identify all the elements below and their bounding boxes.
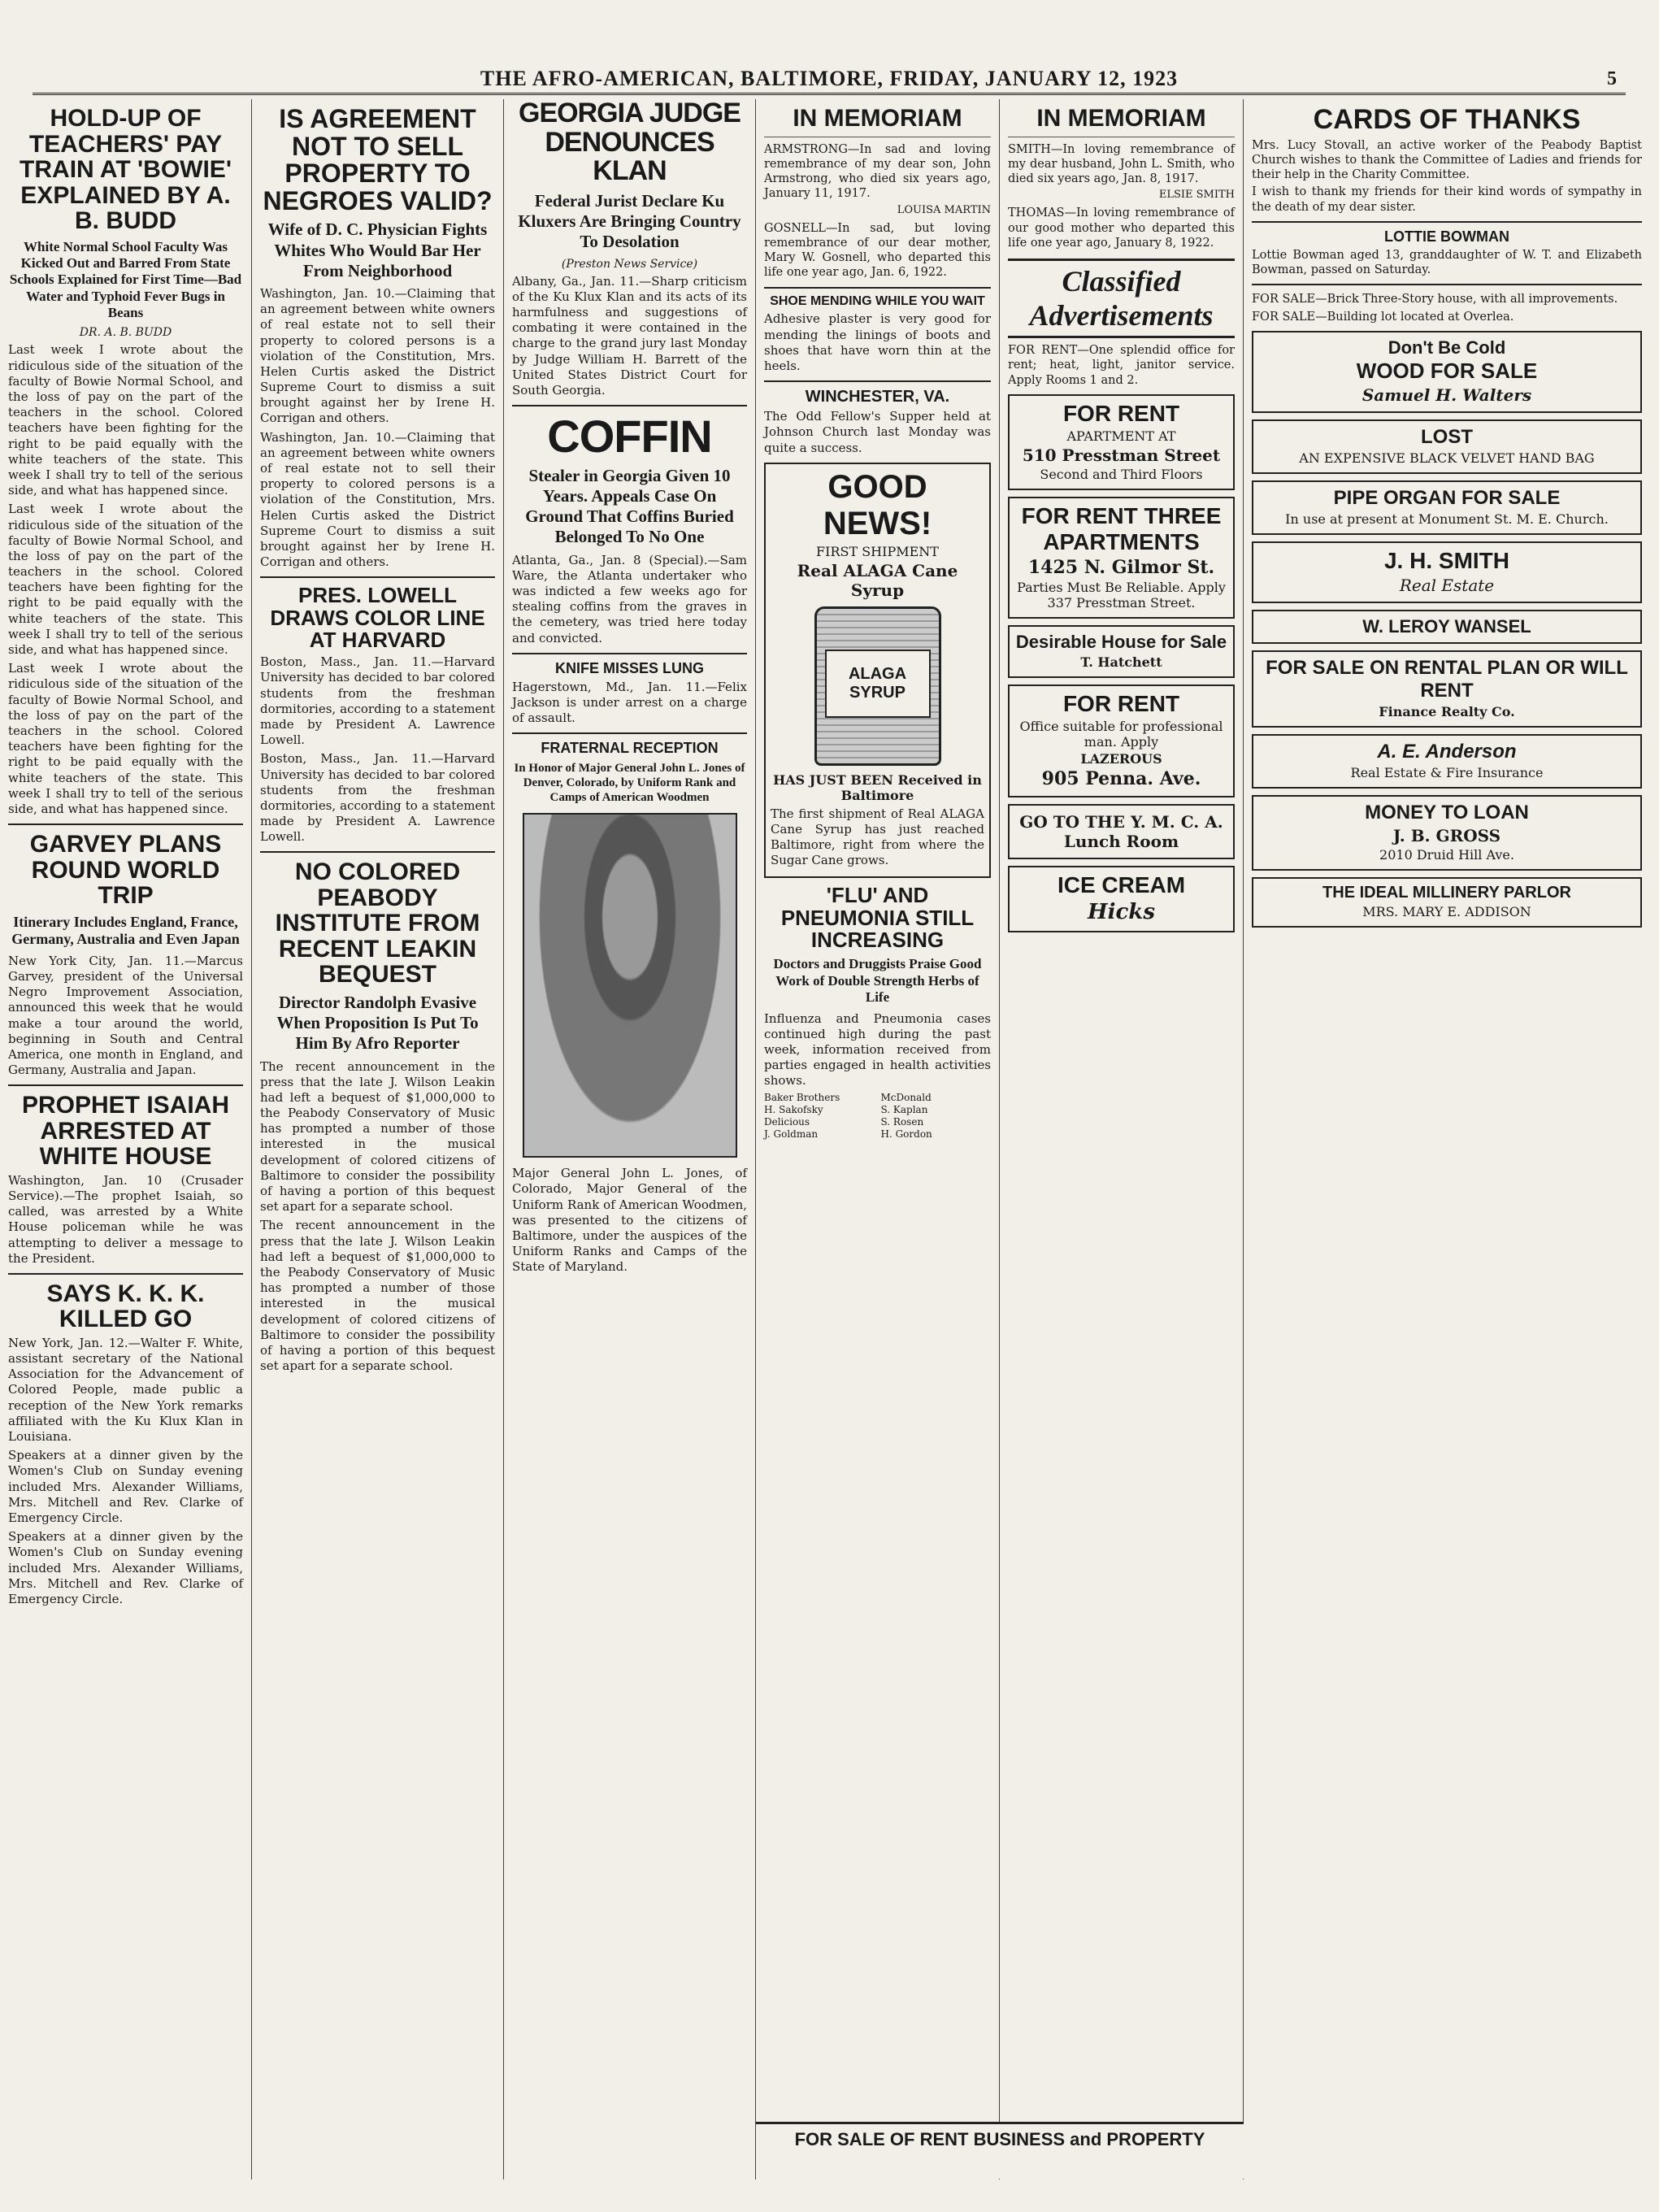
goodnews-body: The first shipment of Real ALAGA Cane Syrup has just reached Baltimore, right from where the Sugar Cane grows. [771, 806, 984, 868]
goodnews-footer: HAS JUST BEEN Received in Baltimore [773, 771, 982, 803]
budd-byline: DR. A. B. BUDD [79, 326, 172, 340]
column-1 [0, 99, 252, 2179]
budd-headline: HOLD-UP OF TEACHERS' PAY TRAIN AT 'BOWIE' EXPLAINED BY A. B. BUDD [20, 105, 232, 234]
budd-body-cont-2: Last week I wrote about the ridiculous side of the situation of the faculty of Bowie Normal School, and the loss of pay on the part of the teachers in the school. Colored teachers have been fighting for the right to be paid equally with the white teachers of the state. This week I shall try to tell of the serious side, and what has happened since. [8, 661, 243, 816]
ymca-ad [1008, 804, 1235, 859]
icecream-title: ICE CREAM [1057, 871, 1186, 897]
finance-realty: Finance Realty Co. [1379, 703, 1515, 719]
klan-body: Albany, Ga., Jan. 11.—Sharp criticism of the Ku Klux Klan and its acts of its harmfulness and suggestions of combating it were contained in the charge to the grand jury last Monday by Judge William H. Barrett of the United States District Court for South Georgia. [512, 273, 747, 398]
gross-name: J. B. GROSS [1392, 825, 1501, 845]
garvey-headline: GARVEY PLANS ROUND WORLD TRIP [29, 831, 222, 910]
merchant-list: Baker Brothers H. Sakofsky Delicious J. Goldman McDonald S. Kaplan S. Rosen H. Gordon [764, 1092, 932, 1141]
column-6 [1244, 99, 1650, 2179]
lost-title: LOST [1421, 425, 1473, 448]
office-body: Office suitable for professional man. Apply [1019, 718, 1223, 750]
business-sale-banner [756, 2122, 1244, 2179]
cards-body: Mrs. Lucy Stovall, an active worker of the Peabody Baptist Church wishes to thank the Committee of Ladies and friends for their help in the Charity Committee. [1252, 138, 1642, 182]
cards-title: CARDS OF THANKS [1313, 104, 1581, 135]
coffin-deck: Stealer in Georgia Given 10 Years. Appeals Case On Ground That Coffins Buried Belonged To No One [525, 465, 734, 547]
goodnews-product: Real ALAGA Cane Syrup [797, 560, 958, 600]
anderson-ad [1252, 734, 1642, 789]
cards-body-2: I wish to thank my friends for their kind words of sympathy in the death of my dear sister. [1252, 185, 1642, 214]
forsale-notice-1: FOR SALE—Brick Three-Story house, with all improvements. [1252, 293, 1618, 306]
wansel-ad [1252, 610, 1642, 644]
garvey-deck: Itinerary Includes England, France, Germany, Australia and Even Japan [11, 913, 240, 948]
fraternal-deck: In Honor of Major General John L. Jones of Denver, Colorado, by Uniform Rank and Camps of American Woodmen [514, 762, 745, 805]
icecream-owner: Hicks [1088, 899, 1155, 924]
rental-title: FOR SALE ON RENTAL PLAN OR WILL RENT [1266, 656, 1628, 702]
memoriam-author-3: ELSIE SMITH [1158, 189, 1235, 202]
presstman-line-1: APARTMENT AT [1066, 428, 1176, 444]
portrait-photo [523, 813, 737, 1158]
fraternal-headline: FRATERNAL RECEPTION [541, 740, 719, 757]
goodnews-sub: FIRST SHIPMENT [816, 543, 939, 559]
wansel-title: W. LEROY WANSEL [1362, 615, 1531, 637]
agreement-deck: Wife of D. C. Physician Fights Whites Who Would Bar Her From Neighborhood [267, 219, 488, 280]
isaiah-headline: PROPHET ISAIAH ARRESTED AT WHITE HOUSE [21, 1092, 230, 1171]
garvey-body: New York City, Jan. 11.—Marcus Garvey, president of the Universal Negro Improvement Association, announced this week that he would make a tour around the world, beginning in South and Central America, one month in England, and Germany, Australia and Japan. [8, 953, 243, 1078]
presstman-ad [1008, 394, 1235, 490]
flu-deck: Doctors and Druggists Praise Good Work of Double Strength Herbs of Life [773, 956, 982, 1006]
klan-byline: (Preston News Service) [561, 257, 698, 271]
forrent-notice-1: FOR RENT—One splendid office for rent; heat, light, janitor service. Apply Rooms 1 and 2. [1008, 344, 1235, 387]
smith-title: J. H. SMITH [1383, 547, 1509, 573]
gilmor-note: Parties Must Be Reliable. Apply 337 Presstman Street. [1017, 579, 1226, 611]
winchester-headline: WINCHESTER, VA. [805, 388, 950, 406]
column-4 [756, 99, 1000, 2179]
office-title: FOR RENT [1062, 690, 1180, 716]
smith-ad [1252, 541, 1642, 603]
winchester-body: The Odd Fellow's Supper held at Johnson Church last Monday was quite a success. [764, 409, 991, 455]
desirable-ad [1008, 625, 1235, 678]
column-2 [252, 99, 504, 2179]
masthead-title: THE AFRO-AMERICAN, BALTIMORE, FRIDAY, JANUARY 12, 1923 [480, 67, 1179, 90]
money-title: MONEY TO LOAN [1365, 801, 1529, 824]
presstman-line-2: 510 Presstman Street [1022, 445, 1221, 465]
organ-ad [1252, 480, 1642, 535]
coffin-headline: COFFIN [547, 411, 712, 463]
column-3 [504, 99, 756, 2179]
peabody-deck: Director Randolph Evasive When Proposition Is Put To Him By Afro Reporter [276, 992, 479, 1054]
memoriam-title-2: IN MEMORIAM [1036, 105, 1206, 132]
bowman-title: LOTTIE BOWMAN [1384, 228, 1509, 246]
anderson-body: Real Estate & Fire Insurance [1350, 764, 1544, 780]
gilmor-address: 1425 N. Gilmor St. [1027, 556, 1215, 578]
masthead [33, 65, 1626, 95]
agreement-body-cont: Washington, Jan. 10.—Claiming that an agreement between white owners of real estate not to sell their property to colored persons is a violation of the Constitution, Mrs. Helen Curtis asked the District Supreme Court to dismiss a suit brought against her by Irene H. Corrigan and others. [260, 429, 495, 570]
presstman-line-3: Second and Third Floors [1040, 466, 1203, 482]
gross-address: 2010 Druid Hill Ave. [1379, 846, 1514, 863]
forsale-notice-2: FOR SALE—Building lot located at Overlea. [1252, 310, 1514, 324]
peabody-body-cont: The recent announcement in the press that the late J. Wilson Leakin had left a bequest of $1,000,000 to the Peabody Conservatory of Music has prompted a number of those interested in the musical development of colored citizens of Baltimore to consider the possibility of having a portion of this bequest set apart for a separate school. [260, 1218, 495, 1374]
lowell-headline: PRES. LOWELL DRAWS COLOR LINE AT HARVARD [270, 583, 485, 652]
syrup-can-icon [814, 606, 941, 766]
column-5 [1000, 99, 1244, 2179]
memoriam-notice-1: ARMSTRONG—In sad and loving remembrance of my dear son, John Armstrong, who died six years ago, January 11, 1917. [764, 142, 991, 201]
wood-owner: Samuel H. Walters [1362, 385, 1532, 405]
classified-title: Classified Advertisements [1008, 259, 1235, 338]
shoe-headline: SHOE MENDING WHILE YOU WAIT [770, 293, 985, 308]
kkk-body: New York, Jan. 12.—Walter F. White, assistant secretary of the National Association for the Advancement of Colored People, made public a reception of the New York remarks affiliated with the Ku Klux Klan in Louisiana. [8, 1335, 243, 1445]
alaga-ad [764, 463, 991, 879]
lost-ad [1252, 419, 1642, 474]
isaiah-body: Washington, Jan. 10 (Crusader Service).—The prophet Isaiah, so called, was arrested by a White House policeman while he was attempting to deliver a message to the President. [8, 1172, 243, 1266]
lowell-body: Boston, Mass., Jan. 11.—Harvard University has decided to bar colored students from the freshman dormitories, according to a statement made by President A. Lawrence Lowell. [260, 654, 495, 748]
klan-deck: Federal Jurist Declare Ku Kluxers Are Bringing Country To Desolation [518, 191, 741, 252]
agreement-headline: IS AGREEMENT NOT TO SELL PROPERTY TO NEGROES VALID? [263, 104, 493, 215]
cold-title: Don't Be Cold [1388, 337, 1506, 358]
coffin-body: Atlanta, Ga., Jan. 8 (Special).—Sam Ware, the Atlanta undertaker who was indicted a few weeks ago for stealing coffins from the graves in the cemetery, was tried here today and convicted. [512, 552, 747, 645]
anderson-title: A. E. Anderson [1377, 740, 1517, 763]
millinery-ad [1252, 877, 1642, 928]
millinery-title: THE IDEAL MILLINERY PARLOR [1322, 883, 1571, 902]
kkk-headline: SAYS K. K. K. KILLED GO [46, 1280, 205, 1333]
wood-ad [1252, 331, 1642, 413]
flu-body: Influenza and Pneumonia cases continued high during the past week, information received from parties engaged in health activities shows. [764, 1010, 991, 1089]
desirable-owner: T. Hatchett [1080, 654, 1162, 670]
memoriam-title-1: IN MEMORIAM [793, 105, 962, 132]
budd-body: Last week I wrote about the ridiculous side of the situation of the faculty of Bowie Normal School, and the loss of pay on the part of the teachers in the school. Colored teachers have been fighting for the right to be paid equally with the white teachers of the state. This week I shall try to tell of the serious side, and what has happened since. [8, 342, 243, 498]
page-number: 5 [1607, 67, 1618, 89]
icecream-ad [1008, 866, 1235, 932]
memoriam-notice-4: THOMAS—In loving remembrance of our good mother who departed this life one year ago, January 8, 1922. [1008, 206, 1235, 250]
agreement-body: Washington, Jan. 10.—Claiming that an agreement between white owners of real estate not to sell their property to colored persons is a violation of the Constitution, Mrs. Helen Curtis asked the District Supreme Court to dismiss a suit brought against her by Irene H. Corrigan and others. [260, 285, 495, 426]
millinery-owner: MRS. MARY E. ADDISON [1362, 903, 1531, 919]
rental-ad [1252, 650, 1642, 728]
flu-headline: 'FLU' AND PNEUMONIA STILL INCREASING [780, 883, 975, 953]
memoriam-author-1: LOUISA MARTIN [897, 203, 991, 216]
church-body-cont: Speakers at a dinner given by the Women's Club on Sunday evening included Mrs. Alexander Williams, Mrs. Mitchell and Rev. Clarke of Emergency Circle. [8, 1529, 243, 1606]
lowell-body-cont: Boston, Mass., Jan. 11.—Harvard University has decided to bar colored students from the freshman dormitories, according to a statement made by President A. Lawrence Lowell. [260, 751, 495, 845]
organ-title: PIPE ORGAN FOR SALE [1333, 486, 1561, 509]
bowman-body: Lottie Bowman aged 13, granddaughter of W. T. and Elizabeth Bowman, passed on Saturday. [1252, 248, 1642, 277]
shoe-body: Adhesive plaster is very good for mending the linings of boots and shoes that have worn thin at the heels. [764, 311, 991, 373]
memoriam-notice-2: GOSNELL—In sad, but loving remembrance of our dear mother, Mary W. Gosnell, who departed this life one year ago, Jan. 6, 1922. [764, 221, 991, 280]
office-address: 905 Penna. Ave. [1041, 767, 1201, 789]
office-ad [1008, 684, 1235, 797]
organ-body: In use at present at Monument St. M. E. Church. [1285, 511, 1609, 527]
presstman-title: FOR RENT [1062, 400, 1180, 426]
memoriam-notice-3: SMITH—In loving remembrance of my dear husband, John L. Smith, who died six years ago, Jan. 8, 1917. [1008, 142, 1235, 186]
gilmor-ad [1008, 497, 1235, 619]
can-label: ALAGA SYRUP [825, 650, 931, 718]
lost-body: AN EXPENSIVE BLACK VELVET HAND BAG [1299, 450, 1595, 466]
gilmor-title: FOR RENT THREE APARTMENTS [1021, 502, 1222, 554]
ymca-text: GO TO THE Y. M. C. A. Lunch Room [1019, 811, 1223, 851]
budd-deck: White Normal School Faculty Was Kicked Out and Barred From State Schools Explained for First Time—Bad Water and Typhoid Fever Bugs in Beans [9, 238, 242, 321]
smith-sub: Real Estate [1399, 575, 1495, 595]
money-ad [1252, 795, 1642, 871]
klan-headline: GEORGIA JUDGE DENOUNCES KLAN [519, 99, 740, 187]
fraternal-body: Major General John L. Jones, of Colorado, Major General of the Uniform Rank of American Woodmen, was presented to the citizens of Baltimore, under the auspices of the Uniform Ranks and Camps of the State of Maryland. [512, 1166, 747, 1275]
goodnews-headline: GOOD NEWS! [823, 468, 932, 541]
wood-title: WOOD FOR SALE [1356, 358, 1538, 383]
church-body: Speakers at a dinner given by the Women's Club on Sunday evening included Mrs. Alexander Williams, Mrs. Mitchell and Rev. Clarke of Emergency Circle. [8, 1448, 243, 1525]
office-owner: LAZEROUS [1080, 750, 1162, 767]
budd-body-cont: Last week I wrote about the ridiculous side of the situation of the faculty of Bowie Normal School, and the loss of pay on the part of the teachers in the school. Colored teachers have been fighting for the right to be paid equally with the white teachers of the state. This week I shall try to tell of the serious side, and what has happened since. [8, 502, 243, 658]
knife-headline: KNIFE MISSES LUNG [554, 659, 704, 676]
desirable-title: Desirable House for Sale [1015, 631, 1227, 652]
peabody-body: The recent announcement in the press that the late J. Wilson Leakin had left a bequest of $1,000,000 to the Peabody Conservatory of Music has prompted a number of those interested in the musical development of colored citizens of Baltimore to consider the possibility of having a portion of this bequest set apart for a separate school. [260, 1058, 495, 1215]
peabody-headline: NO COLORED PEABODY INSTITUTE FROM RECENT LEAKIN BEQUEST [275, 858, 480, 989]
knife-body: Hagerstown, Md., Jan. 11.—Felix Jackson is under arrest on a charge of assault. [512, 679, 747, 726]
business-sale-text: FOR SALE OF RENT BUSINESS and PROPERTY [794, 2129, 1205, 2149]
